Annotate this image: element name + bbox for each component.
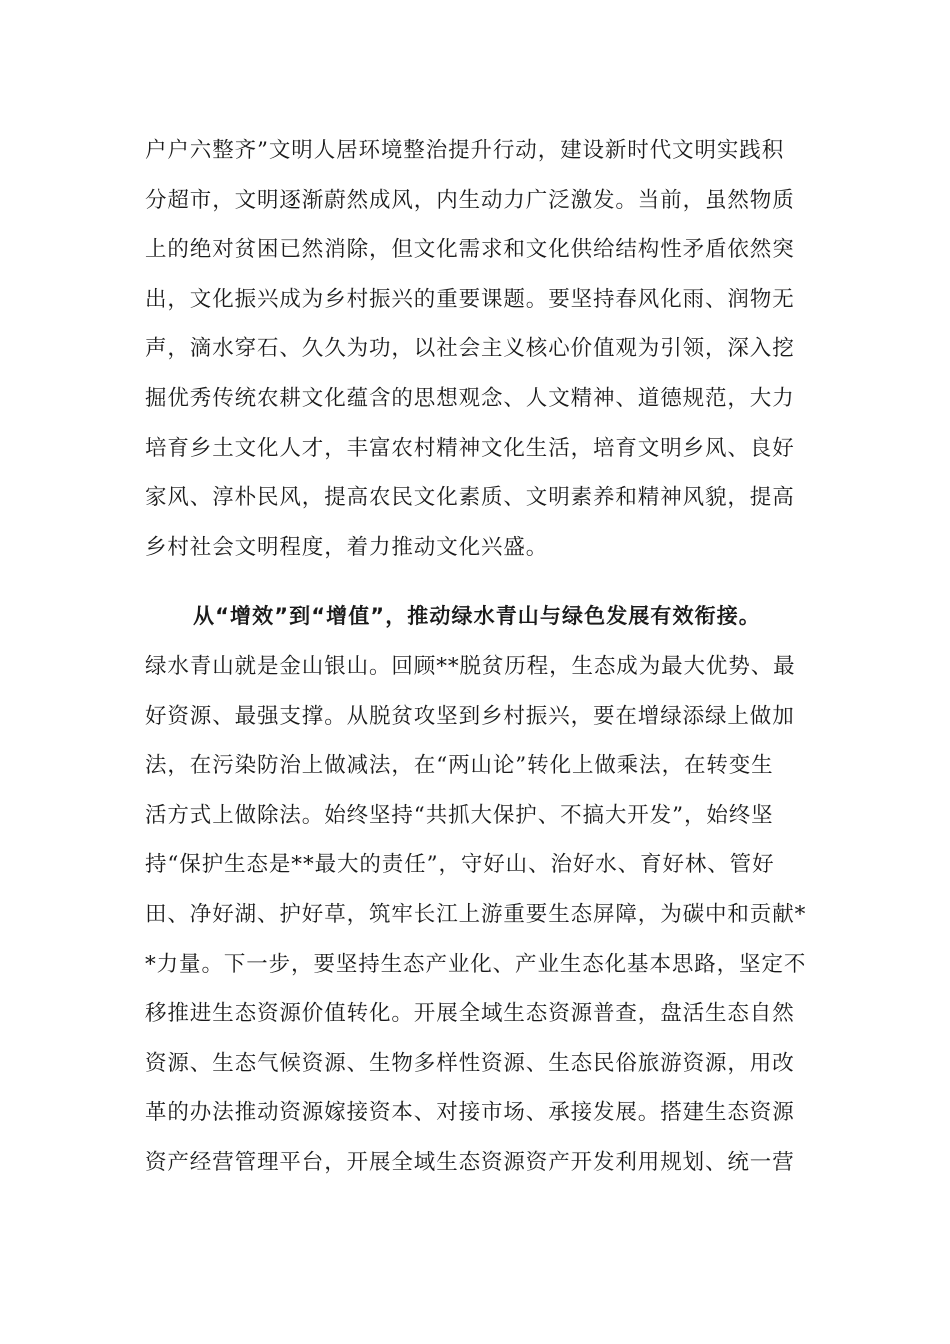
text-line: 绿水青山就是金山银山。回顾**脱贫历程，生态成为最大优势、最 bbox=[145, 653, 796, 679]
document-body bbox=[145, 126, 805, 1187]
text-line: 资源、生态气候资源、生物多样性资源、生态民俗旅游资源，用改 bbox=[145, 1050, 795, 1076]
text-line: 乡村社会文明程度，着力推动文化兴盛。 bbox=[145, 534, 549, 560]
text-line: 活方式上做除法。始终坚持“共抓大保护、不搞大开发”，始终坚 bbox=[145, 802, 774, 828]
text-line: 掘优秀传统农耕文化蕴含的思想观念、人文精神、道德规范，大力 bbox=[145, 385, 795, 411]
section-heading: 从“增效”到“增值”，推动绿水青山与绿色发展有效衔接。 bbox=[193, 604, 761, 629]
text-line: 革的办法推动资源嫁接资本、对接市场、承接发展。搭建生态资源 bbox=[145, 1100, 795, 1126]
text-line: 好资源、最强支撑。从脱贫攻坚到乡村振兴，要在增绿添绿上做加 bbox=[145, 703, 795, 729]
text-line: 声，滴水穿石、久久为功，以社会主义核心价值观为引领，深入挖 bbox=[145, 336, 795, 362]
text-line: 移推进生态资源价值转化。开展全域生态资源普查，盘活生态自然 bbox=[145, 1001, 795, 1027]
text-line: 资产经营管理平台，开展全域生态资源资产开发利用规划、统一营 bbox=[145, 1149, 795, 1175]
text-line: 分超市，文明逐渐蔚然成风，内生动力广泛激发。当前，虽然物质 bbox=[145, 187, 795, 213]
text-line: 户户六整齐”文明人居环境整治提升行动，建设新时代文明实践积 bbox=[145, 138, 785, 163]
text-line: 上的绝对贫困已然消除，但文化需求和文化供给结构性矛盾依然突 bbox=[145, 237, 795, 263]
text-line: 持“保护生态是**最大的责任”，守好山、治好水、育好林、管好 bbox=[145, 852, 775, 878]
text-line: 出，文化振兴成为乡村振兴的重要课题。要坚持春风化雨、润物无 bbox=[145, 286, 795, 312]
text-line: 培育乡土文化人才，丰富农村精神文化生活，培育文明乡风、良好 bbox=[145, 435, 795, 461]
text-line: 法，在污染防治上做减法，在“两山论”转化上做乘法，在转变生 bbox=[145, 753, 774, 779]
text-line: 田、净好湖、护好草，筑牢长江上游重要生态屏障，为碳中和贡献* bbox=[145, 901, 807, 927]
text-line: *力量。下一步，要坚持生态产业化、产业生态化基本思路，坚定不 bbox=[145, 951, 807, 977]
text-line: 家风、淳朴民风，提高农民文化素质、文明素养和精神风貌，提高 bbox=[145, 485, 795, 511]
paragraph-gap bbox=[145, 572, 805, 592]
